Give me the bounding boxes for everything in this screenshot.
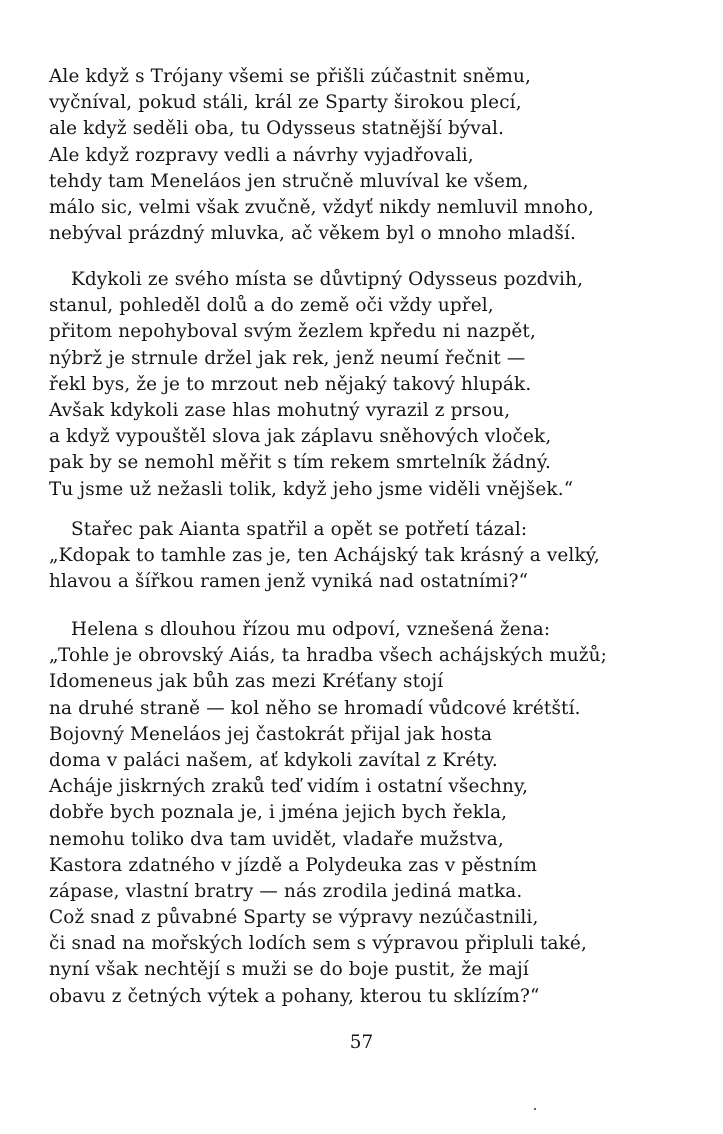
verse-line: doma v paláci našem, ať kdykoli zavítal z Kréty. <box>49 749 498 771</box>
verse-line: Avšak kdykoli zase hlas mohutný vyrazil z prsou, <box>49 399 511 421</box>
verse-line: málo sic, velmi však zvučně, vždyť nikdy nemluvil mnoho, <box>49 196 595 218</box>
stanza-3 <box>49 517 669 596</box>
stanza-4 <box>49 617 669 1010</box>
verse-line: řekl bys, že je to mrzout neb nějaký takový hlupák. <box>49 373 532 395</box>
page-number: 57 <box>349 1032 374 1053</box>
verse-line: dobře bych poznala je, i jména jejich bych řekla, <box>49 802 508 824</box>
verse-line: Tu jsme už nežasli tolik, když jeho jsme viděli vnějšek.“ <box>49 478 574 500</box>
verse-line: nemohu toliko dva tam uvidět, vladaře mužstva, <box>49 828 504 850</box>
verse-line: zápase, vlastní bratry — nás zrodila jediná matka. <box>49 880 523 902</box>
verse-line: a když vypouštěl slova jak záplavu sněhových vloček, <box>49 426 552 448</box>
verse-line: nýbrž je strnule držel jak rek, jenž neumí řečnit — <box>49 347 526 369</box>
verse-line: Acháje jiskrných zraků teď vidím i ostatní všechny, <box>49 776 529 798</box>
verse-line: přitom nepohyboval svým žezlem kpředu ni nazpět, <box>49 321 536 343</box>
verse-line: Kastora zdatného v jízdě a Polydeuka zas v pěstním <box>49 854 538 876</box>
verse-line: „Tohle je obrovský Aiás, ta hradba všech achájských mužů; <box>49 645 607 667</box>
verse-line: obavu z četných výtek a pohany, kterou tu sklízím?“ <box>49 985 540 1007</box>
verse-line: či snad na mořských lodích sem s výpravou připluli také, <box>49 933 587 955</box>
verse-line: Kdykoli ze svého místa se důvtipný Odysseus pozdvih, <box>71 269 584 290</box>
scan-speck <box>534 1108 536 1110</box>
verse-line: Což snad z půvabné Sparty se výpravy nezúčastnili, <box>49 907 539 929</box>
verse-line: hlavou a šířkou ramen jenž vyniká nad ostatními?“ <box>49 571 529 593</box>
verse-line: „Kdopak to tamhle zas je, ten Achájský tak krásný a velký, <box>49 545 600 567</box>
verse-line: tehdy tam Meneláos jen stručně mluvíval ke všem, <box>49 170 529 192</box>
verse-line: nyní však nechtějí s muži se do boje pustit, že mají <box>49 959 529 981</box>
verse-line: Ale když rozpravy vedli a návrhy vyjadřovali, <box>49 144 474 166</box>
verse-line: Ale když s Trójany všemi se přišli zúčastnit sněmu, <box>49 66 531 87</box>
verse-line: na druhé straně — kol něho se hromadí vůdcové krétští. <box>49 697 581 719</box>
verse-line: ale když seděli oba, tu Odysseus statnější býval. <box>49 118 505 140</box>
verse-line: Stařec pak Aianta spatřil a opět se potřetí tázal: <box>71 519 528 540</box>
verse-line: nebýval prázdný mluvka, ač věkem byl o mnoho mladší. <box>49 223 577 245</box>
verse-line: vyčníval, pokud stáli, král ze Sparty širokou plecí, <box>49 92 522 114</box>
verse-line: stanul, pohleděl dolů a do země oči vždy upřel, <box>49 295 494 317</box>
stanza-1 <box>49 64 669 247</box>
verse-line: Idomeneus jak bůh zas mezi Kréťany stojí <box>49 671 444 693</box>
verse-line: Bojovný Meneláos jej častokrát přijal jak hosta <box>49 723 493 745</box>
verse-line: Helena s dlouhou řízou mu odpoví, vznešená žena: <box>71 619 551 640</box>
stanza-2 <box>49 267 669 503</box>
verse-line: pak by se nemohl měřit s tím rekem smrtelník žádný. <box>49 452 552 474</box>
